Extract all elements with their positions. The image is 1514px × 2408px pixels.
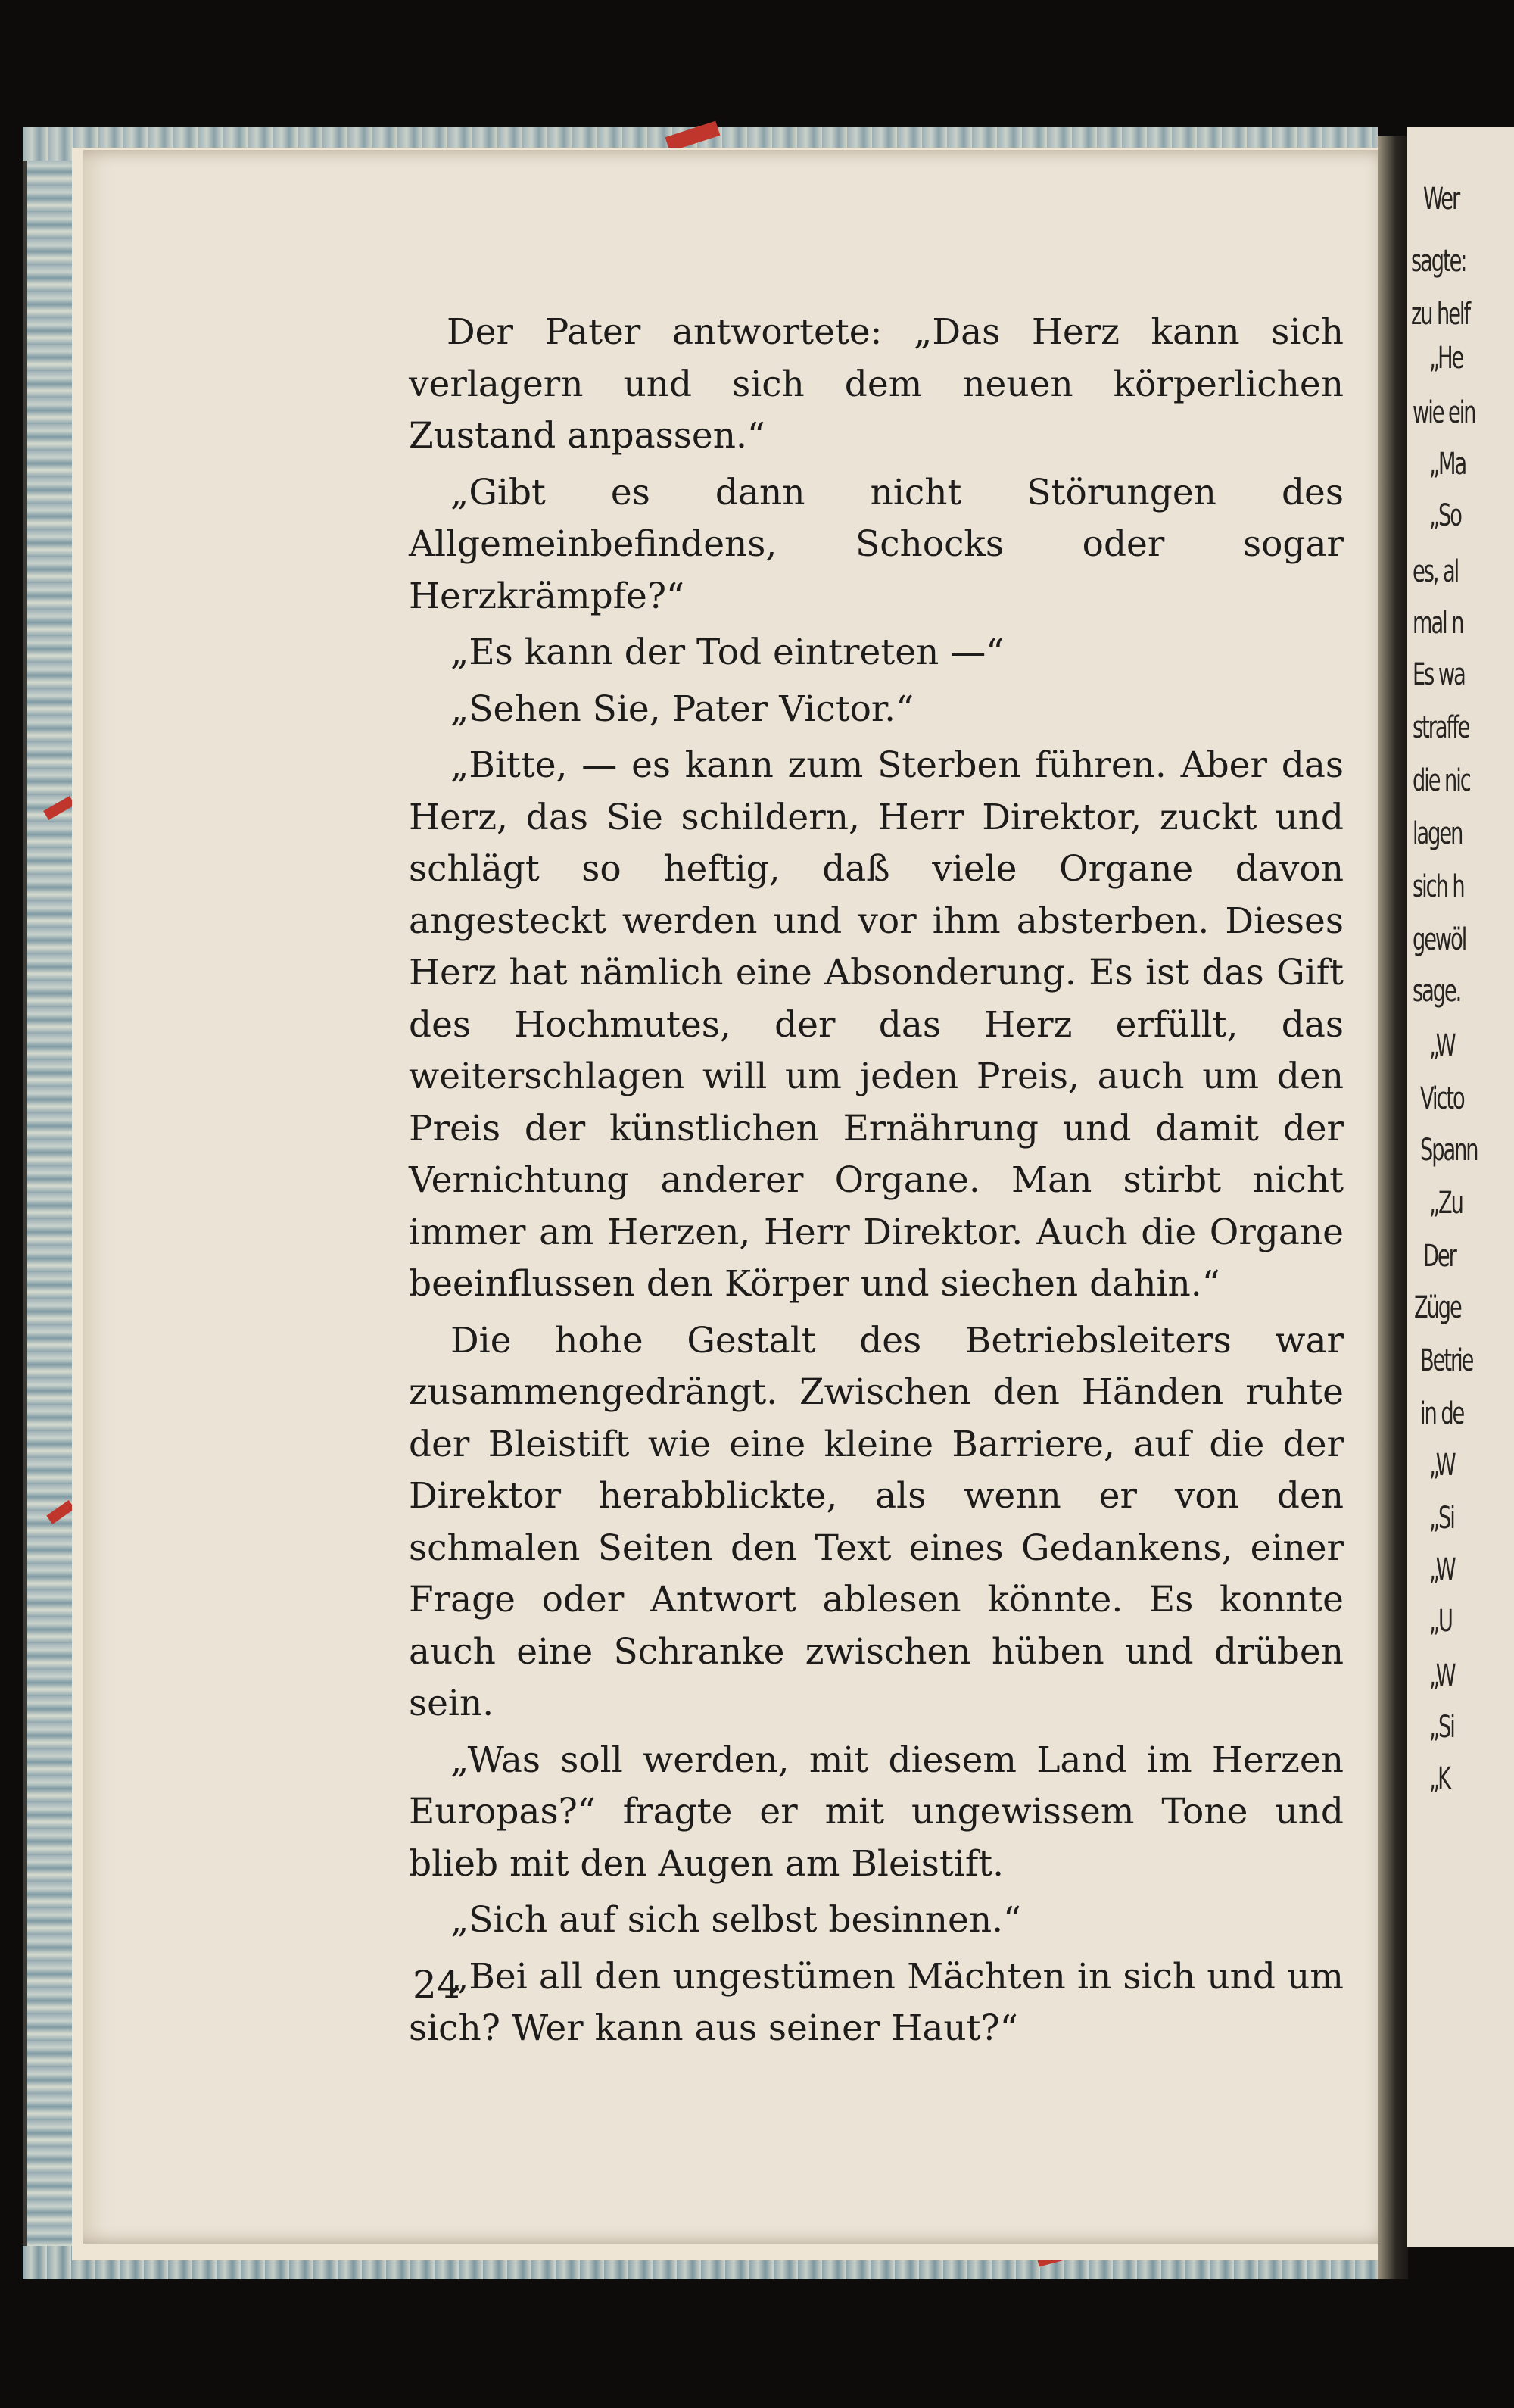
right-page-line: „Si [1429, 1710, 1454, 1745]
right-page-line: „Si [1429, 1501, 1454, 1536]
right-page-line: sage. [1413, 974, 1461, 1009]
right-page-line: Wer [1423, 182, 1459, 217]
right-page-line: „Zu [1429, 1186, 1463, 1221]
right-page-line: „W [1429, 1658, 1455, 1693]
right-page-line: „So [1429, 498, 1461, 533]
right-page-line: es, al [1413, 554, 1459, 589]
right-page-line: die nic [1413, 763, 1470, 798]
page-body-text [409, 307, 1344, 2060]
book-gutter [1378, 136, 1408, 2279]
right-page-line: Victo [1420, 1081, 1464, 1116]
book-page-right-partial [1407, 127, 1514, 2247]
paragraph: „Sehen Sie, Pater Victor.“ [450, 688, 914, 730]
right-page-line: Züge [1414, 1290, 1461, 1325]
paragraph: „Sich auf sich selbst besinnen.“ [450, 1899, 1022, 1941]
right-page-line: sagte: [1411, 244, 1466, 279]
right-page-line: „U [1429, 1604, 1452, 1639]
right-page-line: „W [1429, 1028, 1455, 1063]
paragraph: Der Pater antwortete: „Das Herz kann sich verlagern und sich dem neuen körperlichen Zustand anpassen.“ [409, 311, 1344, 457]
right-page-line: „W [1429, 1448, 1455, 1483]
right-page-line: „Ma [1429, 447, 1466, 482]
paragraph: „Es kann der Tod eintreten —“ [450, 632, 1005, 673]
paragraph: „Bei all den ungestümen Mächten in sich und um sich? Wer kann aus seiner Haut?“ [409, 1955, 1344, 2049]
right-page-line: wie ein [1413, 395, 1475, 430]
right-page-line: Betrie [1420, 1343, 1473, 1378]
right-page-line: straffe [1413, 710, 1469, 745]
right-page-line: Spann [1420, 1133, 1478, 1168]
right-page-line: „K [1429, 1761, 1450, 1796]
page-number: 24 [413, 1963, 461, 2007]
right-page-line: mal n [1413, 606, 1463, 641]
right-page-line: in de [1420, 1396, 1464, 1431]
paragraph: Die hohe Gestalt des Betriebsleiters war zusammengedrängt. Zwischen den Händen ruhte der Bleistift wie eine kleine Barriere, auf die der Direktor herabblickte, als wenn er von den schmalen Seiten den Text eines Gedankens, einer Frage oder Antwort ablesen könnte. Es konnte auch eine Schranke zwischen hüben und drüben sein. [409, 1319, 1344, 1724]
paragraph: „Gibt es dann nicht Störungen des Allgemeinbefindens, Schocks oder sogar Herzkrämpfe?“ [409, 471, 1344, 617]
paragraph: „Was soll werden, mit diesem Land im Herzen Europas?“ fragte er mit ungewissem Tone und blieb mit den Augen am Bleistift. [409, 1739, 1344, 1885]
right-page-line: Der [1423, 1239, 1456, 1274]
paragraph: „Bitte, — es kann zum Sterben führen. Aber das Herz, das Sie schildern, Herr Direktor, zuckt und schlägt so heftig, daß viele Organe davon angesteckt werden und vor ihm absterben. Dieses Herz hat nämlich eine Absonderung. Es ist das Gift des Hochmutes, der das Herz erfüllt, das weiterschlagen will um jeden Preis, auch um den Preis der künstlichen Ernährung und damit der Vernichtung anderer Organe. Man stirbt nicht immer am Herzen, Herr Direktor. Auch die Organe beeinflussen den Körper und siechen dahin.“ [409, 744, 1344, 1305]
right-page-line: gewöl [1413, 922, 1466, 957]
right-page-line: Es wa [1413, 657, 1465, 692]
right-page-line: lagen [1413, 816, 1463, 851]
right-page-line: sich h [1413, 869, 1464, 904]
right-page-line: „He [1429, 341, 1463, 376]
right-page-line: zu helf [1411, 297, 1469, 332]
right-page-line: „W [1429, 1552, 1455, 1587]
